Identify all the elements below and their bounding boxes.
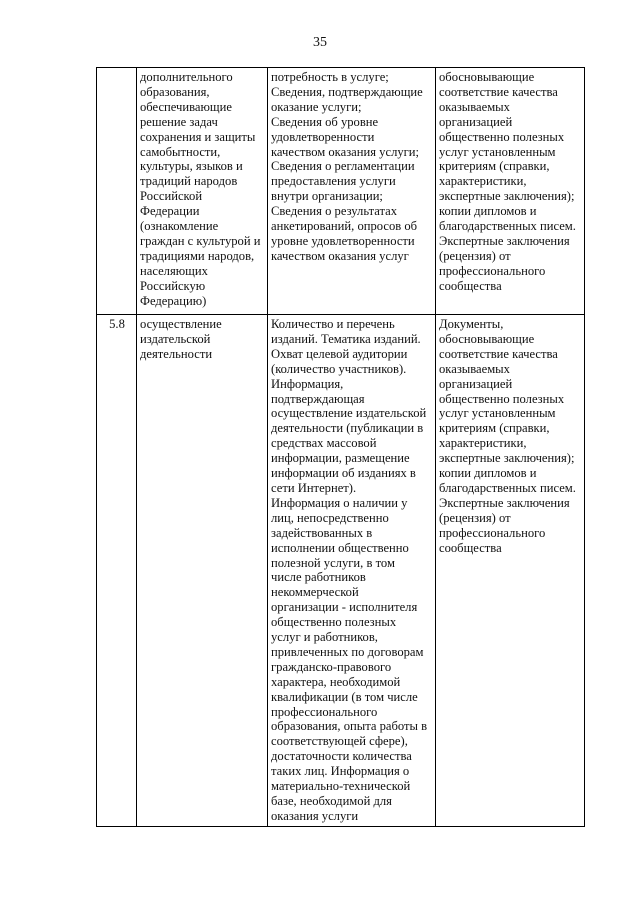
criteria-table xyxy=(96,67,585,827)
information-cell xyxy=(268,68,436,315)
activity-cell xyxy=(137,68,268,315)
table-row xyxy=(97,68,585,315)
documents-text: Документы, обосновывающие соответствие качества оказываемых организацией общественно полезных услуг установленным критериям (справки, характеристики, экспертные заключения); копии дипломов и благодарственных писем. Экспертные заключения (рецензия) от профессионального сообщества xyxy=(439,317,576,555)
documents-cell xyxy=(436,68,585,315)
page-number: 35 xyxy=(313,35,327,50)
row-number-cell xyxy=(97,68,137,315)
information-text: потребность в услуге; Сведения, подтверждающие оказание услуги; Сведения об уровне удовлетворенности качеством оказания услуги; Сведения о регламентации предоставления услуги внутри организации; Сведения о результатах анкетирований, опросов об уровне удовлетворенности качеством оказания услуг xyxy=(271,70,423,263)
documents-cell xyxy=(436,315,585,827)
activity-text: дополнительного образования, обеспечивающие решение задач сохранения и защиты самобытности, культуры, языков и традиций народов Российской Федерации (ознакомление граждан с культурой и традициями народов, населяющих Российскую Федерацию) xyxy=(140,70,261,308)
row-number-cell xyxy=(97,315,137,827)
activity-cell xyxy=(137,315,268,827)
row-number: 5.8 xyxy=(109,317,125,331)
table-row xyxy=(97,315,585,827)
activity-text: осуществление издательской деятельности xyxy=(140,317,222,361)
documents-text: обосновывающие соответствие качества оказываемых организацией общественно полезных услуг установленным критериям (справки, характеристики, экспертные заключения); копии дипломов и благодарственных писем. Экспертные заключения (рецензия) от профессионального сообщества xyxy=(439,70,576,293)
information-cell xyxy=(268,315,436,827)
information-text: Количество и перечень изданий. Тематика изданий. Охват целевой аудитории (количество участников). Информация, подтверждающая осуществление издательской деятельности (публикации в средствах массовой информации, размещение информации об изданиях в сети Интернет). Информация о наличии у лиц, непосредственно задействованных в исполнении общественно полезной услуги, в том числе работников некоммерческой организации - исполнителя общественно полезных услуг и работников, привлеченных по договорам гражданско-правового характера, необходимой квалификации (в том числе профессионального образования, опыта работы в соответствующей сфере), достаточности количества таких лиц. Информация о материально-технической базе, необходимой для оказания услуги xyxy=(271,317,428,823)
